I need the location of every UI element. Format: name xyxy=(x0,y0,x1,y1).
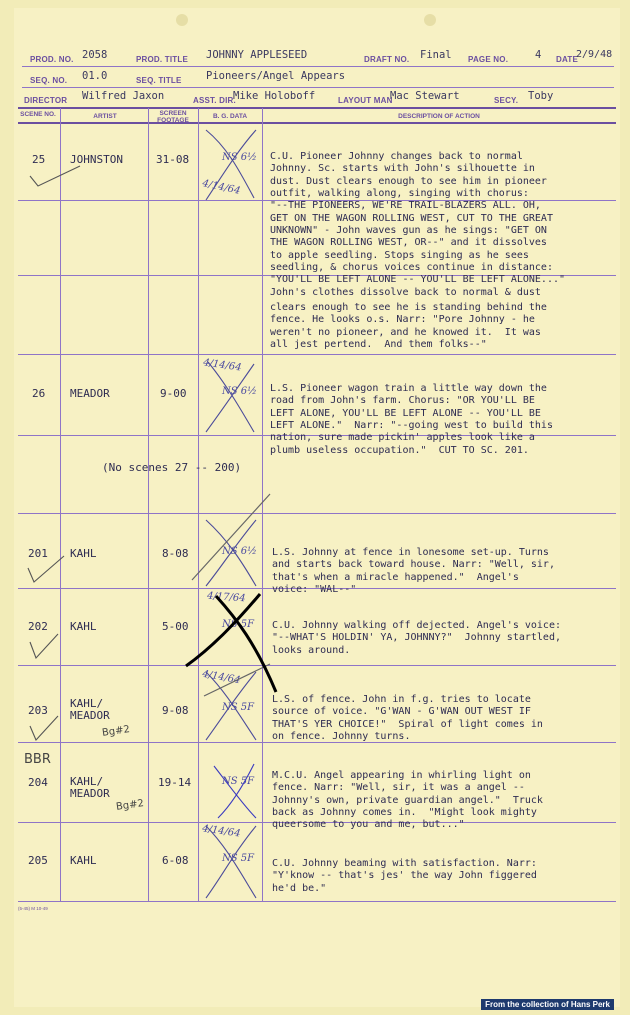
pencil-check-marks xyxy=(28,166,80,740)
bg-data-note: NS 5F xyxy=(222,702,255,713)
bg-data-note: NS 5F xyxy=(222,619,255,630)
seq-title-label: SEQ. TITLE xyxy=(136,76,182,85)
pencil-tag: BBR xyxy=(24,752,51,767)
draft-no-value: Final xyxy=(420,49,452,61)
date-label: DATE xyxy=(556,55,578,64)
seq-no-value: 01.0 xyxy=(82,70,108,82)
scene-number: 203 xyxy=(28,704,48,717)
description: UNKNOWN" - John waves gun as he sings: "GET ON THE WAGON ROLLING WEST, OR--" and it dissolves to apple seedling. Stops singing as he sees seedling, & chorus voices continue in distance: "YOU'LL BE LEFT ALONE -- YOU'LL BE LEFT ALONE..." John's clothes dissolve back to normal & dust xyxy=(270,224,566,298)
x-mark xyxy=(206,672,256,740)
description: C.U. Pioneer Johnny changes back to normal Johnny. Sc. starts with John's silhouette in dust. Dust clears enough to see him in pioneer outfit, walking along, singing with chorus: "--THE PIONEERS, WE'RE TRAIL-BLAZERS ALL. OH, GET ON THE WAGON ROLLING WEST, CUT TO THE GREAT xyxy=(270,150,553,224)
description: clears enough to see he is standing behind the fence. He looks o.s. Narr: "Pore Johnny - he weren't no pioneer, and he knowed it. It was all jest pertend. And them folks--" xyxy=(270,301,547,351)
artist-name: MEADOR xyxy=(70,387,110,400)
screen-footage: 5-00 xyxy=(162,620,189,633)
page-no-label: PAGE NO. xyxy=(468,55,509,64)
black-marker-x xyxy=(186,594,276,692)
screen-footage: 19-14 xyxy=(158,776,192,789)
handwritten-date: 4/14/64 xyxy=(202,357,243,374)
screen-footage: 8-08 xyxy=(162,547,189,560)
check-mark xyxy=(28,556,64,582)
screen-footage: 31-08 xyxy=(156,153,190,166)
scene-number: 201 xyxy=(28,547,48,560)
bg-data-note: NS 6½ xyxy=(222,386,257,397)
pencil-note: Bg#2 xyxy=(101,724,131,739)
column-header-scene: SCENE NO. xyxy=(20,111,56,118)
screen-footage: 6-08 xyxy=(162,854,189,867)
prod-title-value: JOHNNY APPLESEED xyxy=(206,49,308,61)
pencil-slash xyxy=(192,494,270,580)
x-mark xyxy=(206,826,256,898)
scene-number: 202 xyxy=(28,620,48,633)
x-mark xyxy=(206,520,256,586)
handwritten-date: 4/14/64 xyxy=(201,668,242,687)
artist-name: JOHNSTON xyxy=(70,153,123,166)
artist-name: KAHL/ MEADOR xyxy=(70,697,110,722)
column-header-artist: ARTIST xyxy=(93,113,117,120)
handwritten-date: 4/17/64 xyxy=(206,590,246,605)
bg-x-marks xyxy=(206,130,256,898)
layout-man-value: Mac Stewart xyxy=(390,90,460,102)
layout-man-label: LAYOUT MAN xyxy=(338,96,393,105)
bg-data-note: NS 5F xyxy=(222,776,255,787)
x-mark xyxy=(206,130,256,200)
page-no-value: 4 xyxy=(535,49,542,61)
artist-name: KAHL xyxy=(70,620,97,633)
description: L.S. of fence. John in f.g. tries to locate source of voice. "G'WAN - G'WAN OUT WEST IF THAT'S YER CHOICE!" Spiral of light comes in on fence. Johnny turns. xyxy=(272,693,543,743)
description: C.U. Johnny beaming with satisfaction. Narr: "Y'know -- that's jes' the way John figgered he'd be." xyxy=(272,857,537,894)
draft-no-label: DRAFT NO. xyxy=(364,55,410,64)
handwritten-date: 4/14/64 xyxy=(201,823,242,840)
asst-dir-label: ASST. DIR. xyxy=(193,96,236,105)
scene-number: 205 xyxy=(28,854,48,867)
no-scenes-note: (No scenes 27 -- 200) xyxy=(102,461,242,474)
scene-number: 204 xyxy=(28,776,48,789)
director-value: Wilfred Jaxon xyxy=(82,90,165,102)
secy-label: SECY. xyxy=(494,96,519,105)
prod-no-label: PROD. NO. xyxy=(30,55,74,64)
asst-dir-value: Mike Holoboff xyxy=(233,90,316,102)
artist-name: KAHL xyxy=(70,547,97,560)
date-value: 2/9/48 xyxy=(576,49,613,60)
screen-footage: 9-08 xyxy=(162,704,189,717)
artist-name: KAHL xyxy=(70,854,97,867)
description: L.S. Johnny at fence in lonesome set-up. Turns and starts back toward house. Narr: "Well, sir, that's when a miracle happened." Angel's voice: "WAL--" xyxy=(272,546,555,596)
seq-title-value: Pioneers/Angel Appears xyxy=(206,70,346,82)
collection-credit: From the collection of Hans Perk xyxy=(481,999,614,1010)
check-mark xyxy=(30,634,58,658)
description: M.C.U. Angel appearing in whirling light on fence. Narr: "Well, sir, it was a angel -- Johnny's own, private guardian angel." Truck back as Johnny comes in. "Might look mighty queersome to you and me, but..." xyxy=(272,769,543,831)
column-header-bg-data: B. G. DATA xyxy=(212,113,248,120)
description: C.U. Johnny walking off dejected. Angel's voice: "--WHAT'S HOLDIN' YA, JOHNNY?" Johnny startled, looks around. xyxy=(272,619,561,656)
scene-number: 26 xyxy=(32,387,46,400)
x-mark xyxy=(206,362,254,432)
screen-footage: 9-00 xyxy=(160,387,187,400)
column-header-footage: SCREEN FOOTAGE xyxy=(157,110,189,124)
director-label: DIRECTOR xyxy=(24,96,68,105)
handwritten-date: 4/14/64 xyxy=(201,178,242,197)
bg-data-note: NS 5F xyxy=(222,853,255,864)
bg-data-note: NS 6½ xyxy=(222,546,257,557)
artist-name: KAHL/ MEADOR xyxy=(70,775,110,800)
seq-no-label: SEQ. NO. xyxy=(30,76,68,85)
bg-data-note: NS 6½ xyxy=(222,152,257,163)
check-mark xyxy=(30,166,80,186)
prod-title-label: PROD. TITLE xyxy=(136,55,188,64)
column-header-description: DESCRIPTION OF ACTION xyxy=(398,113,480,120)
check-mark xyxy=(30,716,58,740)
secy-value: Toby xyxy=(528,90,554,102)
prod-no-value: 2058 xyxy=(82,49,108,61)
x-mark xyxy=(214,764,256,818)
scene-number: 25 xyxy=(32,153,46,166)
form-code: (5-45) M 10-49 xyxy=(18,906,48,911)
pencil-note: Bg#2 xyxy=(115,798,145,813)
description: L.S. Pioneer wagon train a little way down the road from John's farm. Chorus: "OR YOU'LL BE LEFT ALONE, YOU'LL BE LEFT ALONE -- YOU'LL BE LEFT ALONE." Narr: "--going west to build this nation, sure made pickin' apples look like a plumb useless occupation." CUT TO SC. 201. xyxy=(270,382,553,456)
